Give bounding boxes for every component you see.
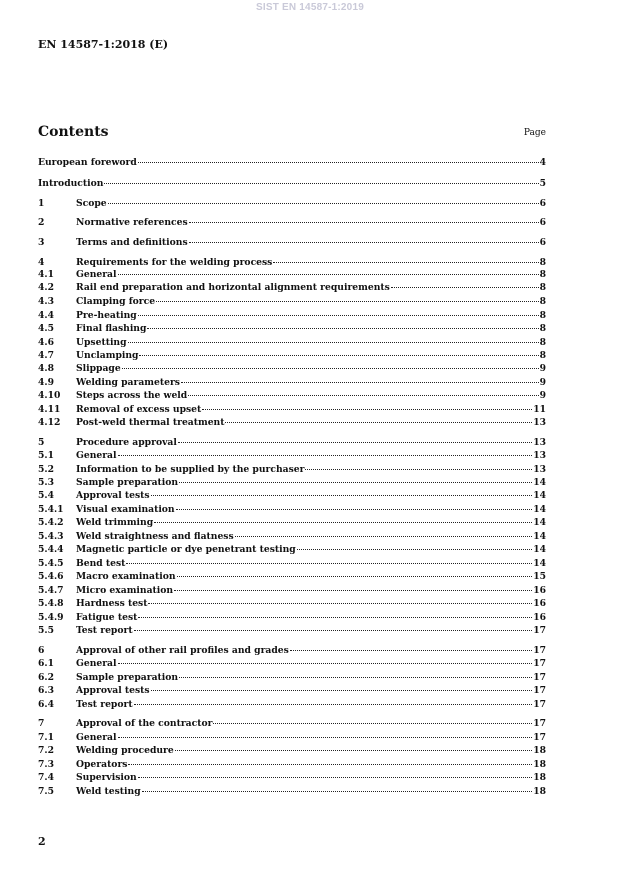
toc-entry-number: 5.4.2 xyxy=(38,517,64,528)
toc-dot-leader xyxy=(181,382,539,383)
toc-entry-title: Approval tests xyxy=(76,490,150,501)
toc-entry-number: 4.10 xyxy=(38,390,61,401)
toc-entry-page: 17 xyxy=(533,685,546,696)
toc-entry-number: 7.3 xyxy=(38,759,54,770)
toc-entry-title: Welding procedure xyxy=(76,745,174,756)
toc-dot-leader xyxy=(139,355,538,356)
toc-entry[interactable] xyxy=(38,323,546,335)
toc-dot-leader xyxy=(138,162,539,163)
toc-entry-number: 5.4.7 xyxy=(38,585,64,596)
toc-entry-title: Post-weld thermal treatment xyxy=(76,417,225,428)
toc-entry-number: 4.11 xyxy=(38,404,61,415)
toc-dot-leader xyxy=(147,328,538,329)
toc-entry[interactable] xyxy=(38,558,546,570)
toc-entry-number: 5.4.5 xyxy=(38,558,64,569)
toc-entry-page: 6 xyxy=(539,198,546,209)
toc-entry-page: 14 xyxy=(533,477,546,488)
toc-entry[interactable] xyxy=(38,571,546,583)
toc-entry-number: 7.4 xyxy=(38,772,54,783)
toc-entry-title: Terms and definitions xyxy=(76,237,188,248)
toc-dot-leader xyxy=(151,690,533,691)
toc-dot-leader xyxy=(126,563,532,564)
toc-entry-page: 16 xyxy=(533,612,546,623)
toc-entry-title: Steps across the weld xyxy=(76,390,188,401)
toc-entry-page: 18 xyxy=(533,772,546,783)
toc-entry-number: 4.6 xyxy=(38,337,54,348)
toc-dot-leader xyxy=(156,301,539,302)
toc-entry-page: 13 xyxy=(533,450,546,461)
toc-entry-page: 14 xyxy=(533,558,546,569)
toc-entry-title: Final flashing xyxy=(76,323,147,334)
toc-entry-number: 1 xyxy=(38,198,45,209)
toc-entry-page: 8 xyxy=(539,296,546,307)
toc-dot-leader xyxy=(138,777,532,778)
toc-entry-page: 14 xyxy=(533,490,546,501)
toc-entry-page: 11 xyxy=(533,404,546,415)
toc-entry-title: Test report xyxy=(76,699,133,710)
toc-entry-title: General xyxy=(76,269,117,280)
toc-entry-number: 4.9 xyxy=(38,377,54,388)
toc-entry[interactable] xyxy=(38,157,546,169)
toc-dot-leader xyxy=(118,663,533,664)
toc-entry[interactable] xyxy=(38,745,546,757)
toc-entry-page: 6 xyxy=(539,217,546,228)
toc-entry-title: Unclamping xyxy=(76,350,139,361)
toc-entry-number: 5 xyxy=(38,437,45,448)
document-id: EN 14587-1:2018 (E) xyxy=(38,38,169,51)
toc-entry-number: 4.7 xyxy=(38,350,54,361)
toc-dot-leader xyxy=(138,315,539,316)
toc-entry[interactable] xyxy=(38,517,546,529)
toc-dot-leader xyxy=(176,509,533,510)
toc-entry-page: 8 xyxy=(539,337,546,348)
toc-entry-number: 5.4 xyxy=(38,490,54,501)
toc-entry[interactable] xyxy=(38,625,546,637)
toc-entry-title: Weld testing xyxy=(76,786,141,797)
toc-entry-title: Visual examination xyxy=(76,504,175,515)
toc-entry-page: 13 xyxy=(533,464,546,475)
toc-entry-page: 9 xyxy=(539,377,546,388)
toc-dot-leader xyxy=(108,203,539,204)
toc-entry[interactable] xyxy=(38,732,546,744)
toc-entry-number: 4.4 xyxy=(38,310,54,321)
toc-dot-leader xyxy=(179,677,532,678)
toc-entry[interactable] xyxy=(38,658,546,670)
toc-entry-title: Approval tests xyxy=(76,685,150,696)
toc-entry-number: 5.4.1 xyxy=(38,504,64,515)
toc-dot-leader xyxy=(134,630,533,631)
toc-entry-number: 5.4.8 xyxy=(38,598,64,609)
toc-entry[interactable] xyxy=(38,464,546,476)
toc-entry-title: General xyxy=(76,732,117,743)
toc-dot-leader xyxy=(104,183,538,184)
toc-entry-number: 5.4.9 xyxy=(38,612,64,623)
toc-entry[interactable] xyxy=(38,296,546,308)
toc-entry[interactable] xyxy=(38,645,546,657)
toc-entry-title: Bend test xyxy=(76,558,126,569)
toc-entry-number: 6.3 xyxy=(38,685,54,696)
toc-dot-leader xyxy=(188,395,538,396)
toc-entry[interactable] xyxy=(38,198,546,210)
toc-entry[interactable] xyxy=(38,257,546,269)
toc-dot-leader xyxy=(189,222,539,223)
watermark: SIST EN 14587-1:2019 xyxy=(256,2,364,13)
toc-entry-title: Scope xyxy=(76,198,107,209)
toc-dot-leader xyxy=(134,704,533,705)
toc-entry-number: 3 xyxy=(38,237,45,248)
toc-entry-number: 4.1 xyxy=(38,269,54,280)
toc-entry[interactable] xyxy=(38,477,546,489)
toc-entry-page: 17 xyxy=(533,625,546,636)
toc-dot-leader xyxy=(154,522,532,523)
toc-entry[interactable] xyxy=(38,504,546,516)
toc-entry-page: 5 xyxy=(539,178,546,189)
toc-entry[interactable] xyxy=(38,672,546,684)
toc-entry-page: 14 xyxy=(533,504,546,515)
toc-dot-leader xyxy=(235,536,533,537)
toc-entry[interactable] xyxy=(38,718,546,730)
toc-entry-title: Test report xyxy=(76,625,133,636)
toc-entry-page: 14 xyxy=(533,517,546,528)
toc-entry[interactable] xyxy=(38,685,546,697)
toc-entry-page: 16 xyxy=(533,585,546,596)
toc-dot-leader xyxy=(225,422,532,423)
toc-entry-title: Magnetic particle or dye penetrant testing xyxy=(76,544,296,555)
toc-entry-number: 4 xyxy=(38,257,45,268)
toc-entry-page: 17 xyxy=(533,645,546,656)
toc-entry[interactable] xyxy=(38,544,546,556)
toc-entry-page: 9 xyxy=(539,390,546,401)
toc-dot-leader xyxy=(202,409,532,410)
toc-entry-number: 5.5 xyxy=(38,625,54,636)
toc-entry-title: Fatigue test xyxy=(76,612,138,623)
toc-entry[interactable] xyxy=(38,404,546,416)
toc-entry[interactable] xyxy=(38,237,546,249)
toc-entry-title: Upsetting xyxy=(76,337,127,348)
toc-entry[interactable] xyxy=(38,350,546,362)
toc-entry[interactable] xyxy=(38,585,546,597)
page-column-label: Page xyxy=(523,128,546,138)
toc-entry-page: 14 xyxy=(533,531,546,542)
toc-entry[interactable] xyxy=(38,178,546,190)
toc-entry-title: Approval of other rail profiles and grades xyxy=(76,645,289,656)
toc-entry-title: Requirements for the welding process xyxy=(76,257,273,268)
toc-entry-title: Introduction xyxy=(38,178,104,189)
toc-entry[interactable] xyxy=(38,282,546,294)
toc-entry[interactable] xyxy=(38,699,546,711)
toc-entry-page: 17 xyxy=(533,699,546,710)
toc-entry-number: 4.5 xyxy=(38,323,54,334)
toc-entry-title: Welding parameters xyxy=(76,377,180,388)
toc-dot-leader xyxy=(290,650,532,651)
toc-entry-title: Procedure approval xyxy=(76,437,177,448)
toc-entry[interactable] xyxy=(38,759,546,771)
toc-dot-leader xyxy=(142,791,533,792)
toc-entry[interactable] xyxy=(38,490,546,502)
toc-entry-title: Micro examination xyxy=(76,585,174,596)
toc-entry-page: 17 xyxy=(533,732,546,743)
toc-entry-number: 7 xyxy=(38,718,45,729)
toc-entry[interactable] xyxy=(38,390,546,402)
toc-entry-page: 14 xyxy=(533,544,546,555)
toc-entry-page: 8 xyxy=(539,257,546,268)
toc-entry[interactable] xyxy=(38,531,546,543)
toc-entry-number: 4.12 xyxy=(38,417,61,428)
toc-dot-leader xyxy=(273,262,538,263)
toc-entry-page: 8 xyxy=(539,323,546,334)
toc-entry-number: 6.2 xyxy=(38,672,54,683)
toc-dot-leader xyxy=(297,549,532,550)
toc-entry-page: 18 xyxy=(533,759,546,770)
toc-entry-number: 6.4 xyxy=(38,699,54,710)
toc-entry-title: Information to be supplied by the purchaser xyxy=(76,464,305,475)
toc-entry-number: 4.3 xyxy=(38,296,54,307)
toc-entry[interactable] xyxy=(38,786,546,798)
toc-dot-leader xyxy=(213,723,532,724)
toc-entry-page: 13 xyxy=(533,437,546,448)
toc-entry[interactable] xyxy=(38,772,546,784)
toc-entry-title: Operators xyxy=(76,759,128,770)
toc-entry-title: Approval of the contractor xyxy=(76,718,213,729)
toc-entry-title: Removal of excess upset xyxy=(76,404,202,415)
toc-entry-title: Normative references xyxy=(76,217,188,228)
toc-dot-leader xyxy=(175,750,532,751)
toc-entry-page: 18 xyxy=(533,786,546,797)
toc-entry-page: 6 xyxy=(539,237,546,248)
toc-entry-title: Sample preparation xyxy=(76,477,179,488)
toc-entry-page: 16 xyxy=(533,598,546,609)
toc-dot-leader xyxy=(174,590,532,591)
toc-entry-number: 5.4.3 xyxy=(38,531,64,542)
toc-entry[interactable] xyxy=(38,612,546,624)
toc-entry-page: 8 xyxy=(539,350,546,361)
toc-entry-page: 8 xyxy=(539,310,546,321)
toc-entry-title: Sample preparation xyxy=(76,672,179,683)
toc-entry-number: 5.3 xyxy=(38,477,54,488)
toc-entry-number: 5.2 xyxy=(38,464,54,475)
toc-entry-number: 4.2 xyxy=(38,282,54,293)
toc-dot-leader xyxy=(148,603,532,604)
toc-entry-title: Weld trimming xyxy=(76,517,154,528)
toc-dot-leader xyxy=(138,617,532,618)
toc-dot-leader xyxy=(177,576,533,577)
toc-entry-title: Weld straightness and flatness xyxy=(76,531,234,542)
toc-dot-leader xyxy=(118,274,539,275)
toc-entry-page: 8 xyxy=(539,282,546,293)
toc-entry-page: 17 xyxy=(533,672,546,683)
toc-entry-title: Supervision xyxy=(76,772,137,783)
toc-dot-leader xyxy=(179,482,532,483)
toc-entry-title: Pre-heating xyxy=(76,310,137,321)
toc-entry-page: 8 xyxy=(539,269,546,280)
toc-dot-leader xyxy=(189,242,539,243)
toc-dot-leader xyxy=(178,442,532,443)
toc-entry-page: 4 xyxy=(539,157,546,168)
toc-entry-number: 7.5 xyxy=(38,786,54,797)
toc-entry[interactable] xyxy=(38,337,546,349)
toc-entry-number: 7.2 xyxy=(38,745,54,756)
toc-dot-leader xyxy=(391,287,539,288)
toc-entry[interactable] xyxy=(38,269,546,281)
toc-entry-title: Macro examination xyxy=(76,571,176,582)
toc-entry-number: 7.1 xyxy=(38,732,54,743)
toc-entry-title: Rail end preparation and horizontal alignment requirements xyxy=(76,282,390,293)
toc-entry[interactable] xyxy=(38,363,546,375)
toc-dot-leader xyxy=(128,342,539,343)
toc-entry-number: 6 xyxy=(38,645,45,656)
contents-heading: Contents xyxy=(38,124,109,140)
toc-entry[interactable] xyxy=(38,377,546,389)
toc-entry[interactable] xyxy=(38,310,546,322)
toc-dot-leader xyxy=(305,469,532,470)
toc-entry-page: 15 xyxy=(533,571,546,582)
page-number: 2 xyxy=(38,835,46,848)
toc-entry[interactable] xyxy=(38,217,546,229)
toc-entry-title: Slippage xyxy=(76,363,121,374)
toc-dot-leader xyxy=(122,368,539,369)
toc-entry-number: 5.1 xyxy=(38,450,54,461)
toc-entry-title: European foreword xyxy=(38,157,137,168)
toc-entry-number: 2 xyxy=(38,217,45,228)
toc-entry[interactable] xyxy=(38,598,546,610)
toc-dot-leader xyxy=(118,455,533,456)
toc-entry-page: 13 xyxy=(533,417,546,428)
toc-entry-page: 18 xyxy=(533,745,546,756)
toc-entry-number: 4.8 xyxy=(38,363,54,374)
toc-entry-title: Hardness test xyxy=(76,598,148,609)
toc-entry-number: 5.4.4 xyxy=(38,544,64,555)
toc-dot-leader xyxy=(151,495,533,496)
toc-entry-number: 5.4.6 xyxy=(38,571,64,582)
toc-entry[interactable] xyxy=(38,437,546,449)
toc-entry-number: 6.1 xyxy=(38,658,54,669)
toc-entry-title: General xyxy=(76,658,117,669)
toc-entry[interactable] xyxy=(38,450,546,462)
toc-entry[interactable] xyxy=(38,417,546,429)
toc-entry-title: General xyxy=(76,450,117,461)
toc-entry-page: 17 xyxy=(533,658,546,669)
toc-dot-leader xyxy=(128,764,532,765)
toc-entry-page: 17 xyxy=(533,718,546,729)
toc-entry-page: 9 xyxy=(539,363,546,374)
toc-dot-leader xyxy=(118,737,533,738)
toc-entry-title: Clamping force xyxy=(76,296,156,307)
